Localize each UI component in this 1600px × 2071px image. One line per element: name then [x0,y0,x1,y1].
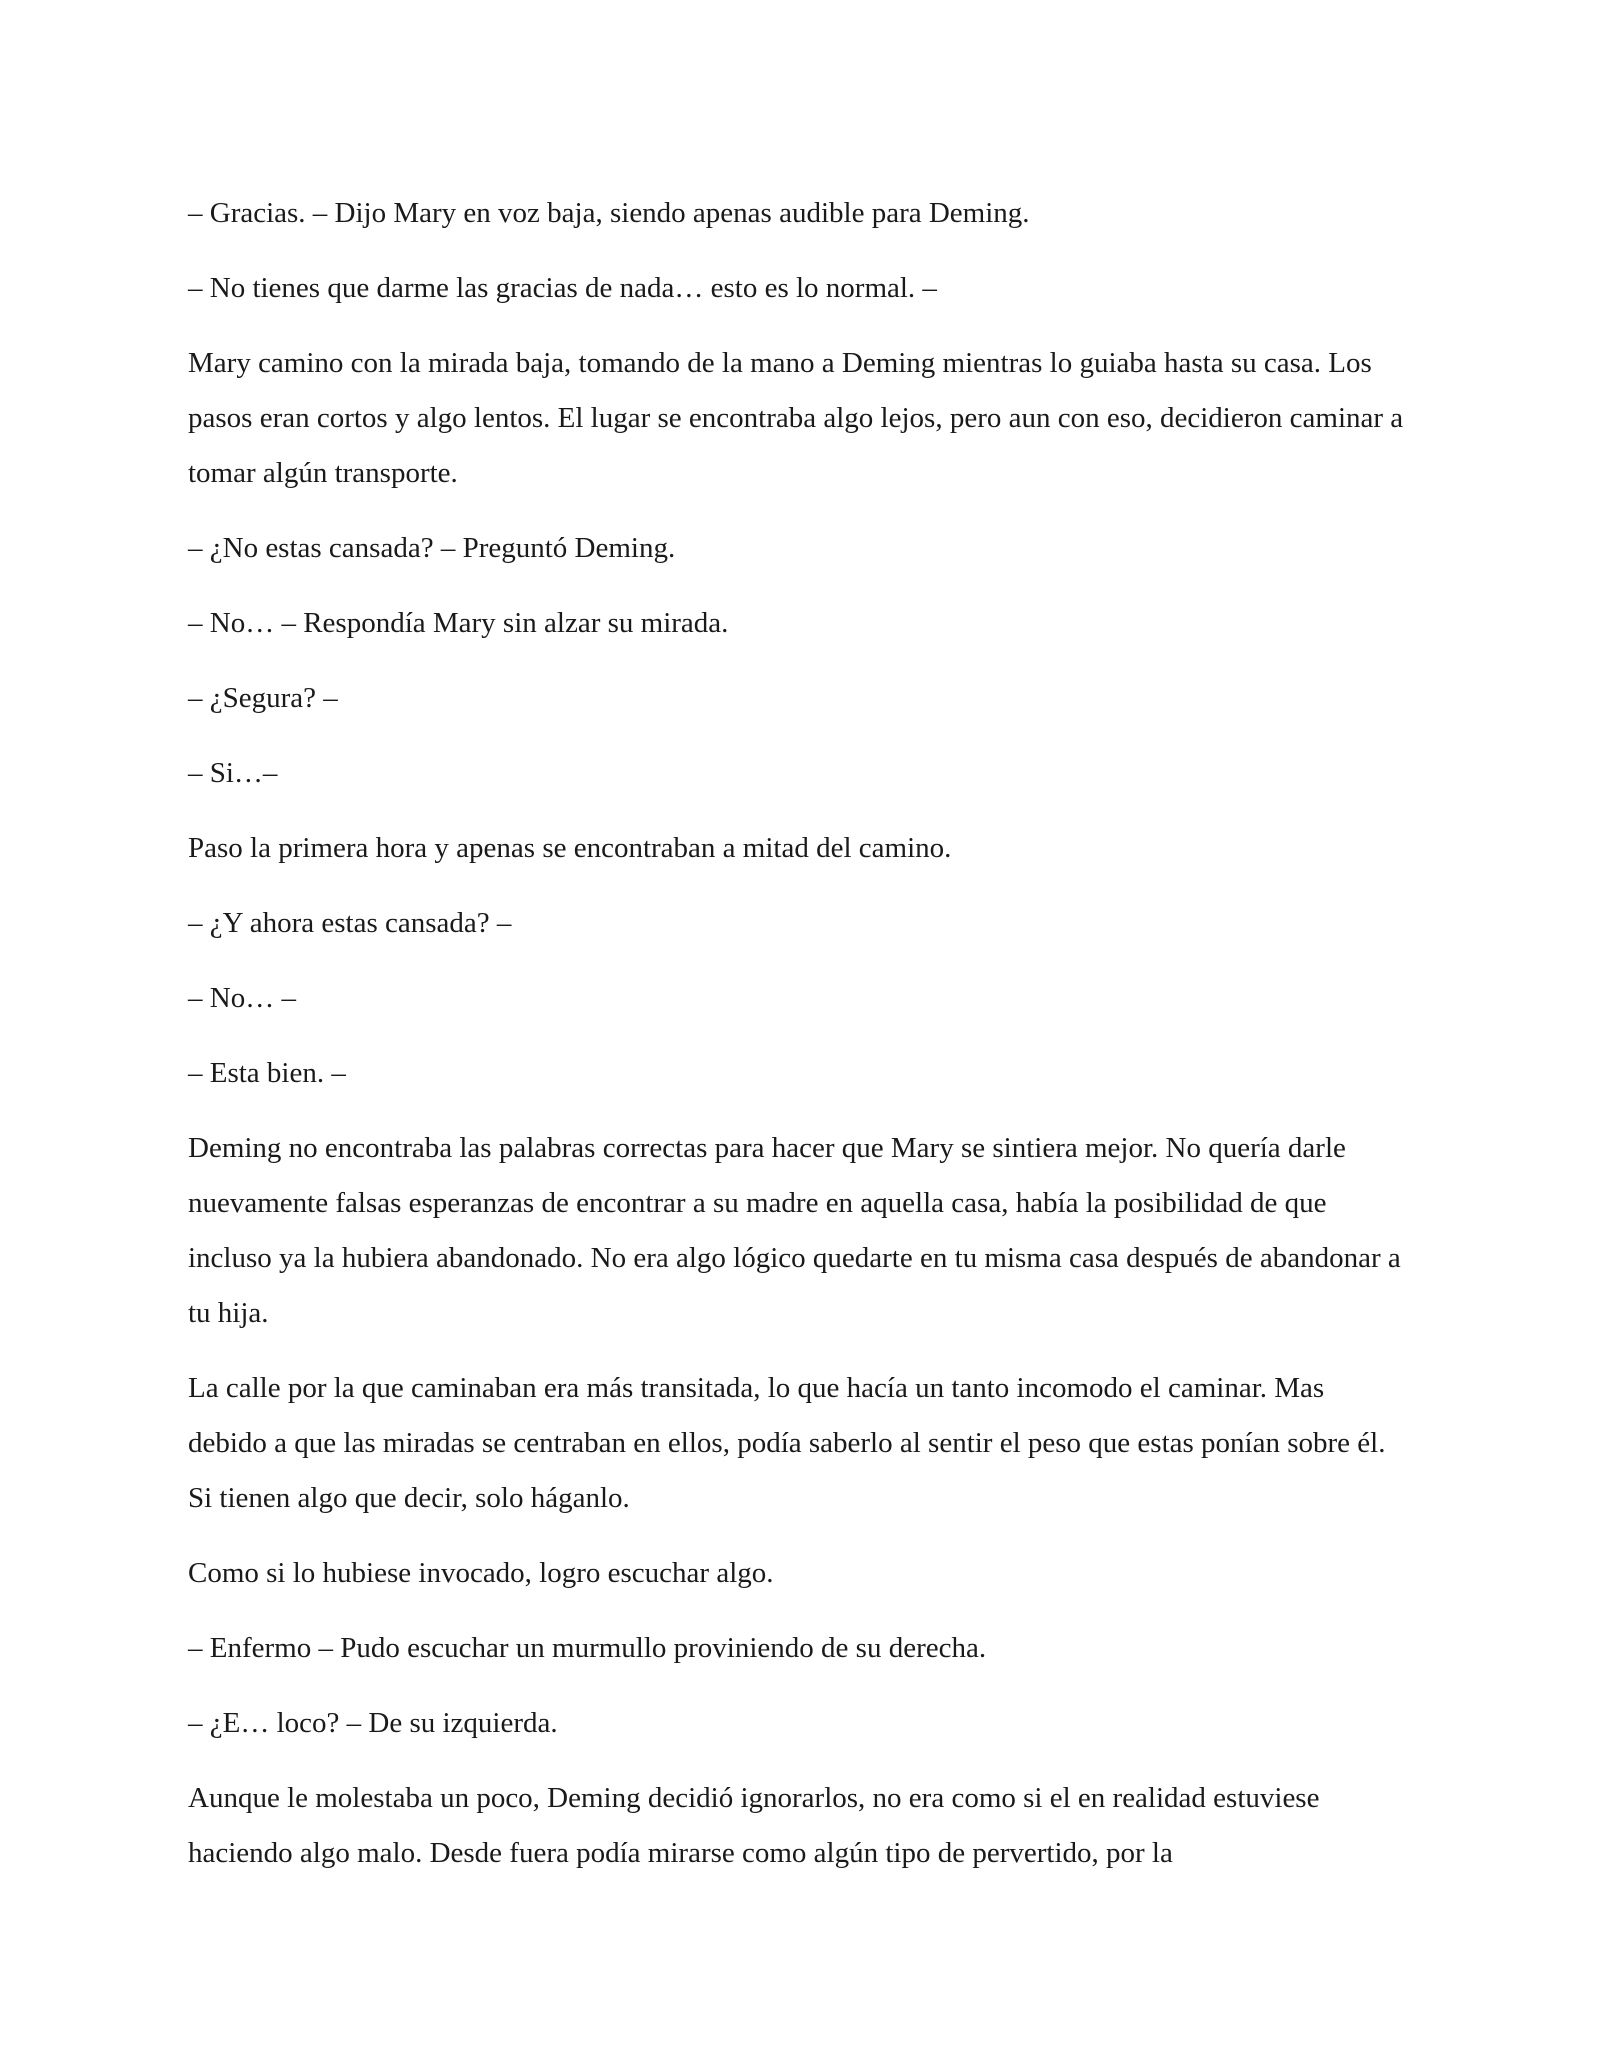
dialogue-line: – Enfermo – Pudo escuchar un murmullo proviniendo de su derecha. [188,1632,987,1664]
narrative-paragraph: Paso la primera hora y apenas se encontraban a mitad del camino. [188,832,952,864]
dialogue-line: – Si…– [188,757,278,789]
dialogue-line: – No… – Respondía Mary sin alzar su mirada. [188,607,729,639]
narrative-paragraph: Aunque le molestaba un poco, Deming decidió ignorarlos, no era como si el en realidad estuviese haciendo algo malo. Desde fuera podía mirarse como algún tipo de pervertido, por la [188,1782,1320,1869]
dialogue-line: – Gracias. – Dijo Mary en voz baja, siendo apenas audible para Deming. [188,197,1030,229]
dialogue-line: – ¿E… loco? – De su izquierda. [188,1707,558,1739]
dialogue-line: – Esta bien. – [188,1057,346,1089]
dialogue-line: – ¿No estas cansada? – Preguntó Deming. [188,532,676,564]
narrative-paragraph: Deming no encontraba las palabras correctas para hacer que Mary se sintiera mejor. No quería darle nuevamente falsas esperanzas de encontrar a su madre en aquella casa, había la posibilidad de que incluso ya la hubiera abandonado. No era algo lógico quedarte en tu misma casa después de abandonar a tu hija. [188,1132,1401,1329]
narrative-paragraph: Como si lo hubiese invocado, logro escuchar algo. [188,1557,774,1589]
dialogue-line: – No… – [188,982,296,1014]
dialogue-line: – ¿Y ahora estas cansada? – [188,907,512,939]
narrative-paragraph: Mary camino con la mirada baja, tomando de la mano a Deming mientras lo guiaba hasta su casa. Los pasos eran cortos y algo lentos. El lugar se encontraba algo lejos, pero aun con eso, decidieron caminar a tomar algún transporte. [188,347,1404,489]
dialogue-line: – No tienes que darme las gracias de nada… esto es lo normal. – [188,272,937,304]
narrative-paragraph: La calle por la que caminaban era más transitada, lo que hacía un tanto incomodo el caminar. Mas debido a que las miradas se centraban en ellos, podía saberlo al sentir el peso que estas ponían sobre él. Si tienen algo que decir, solo háganlo. [188,1372,1386,1514]
body-text [188,186,1408,1901]
dialogue-line: – ¿Segura? – [188,682,338,714]
